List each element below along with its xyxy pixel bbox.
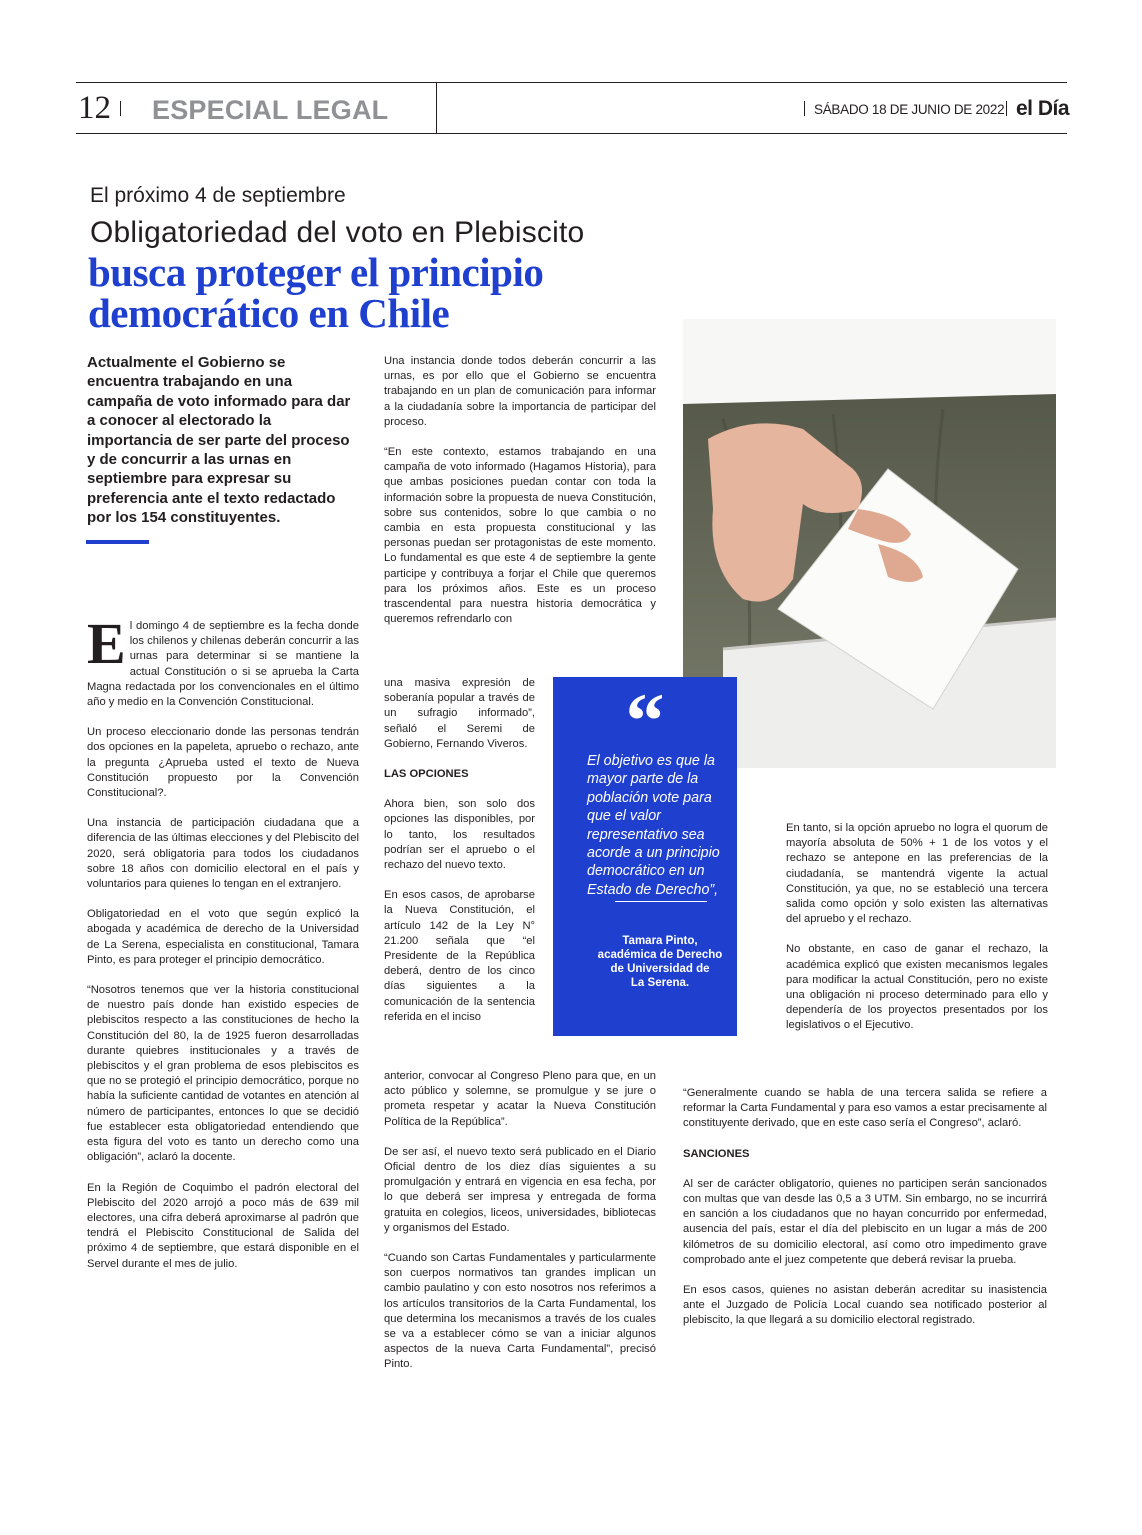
header-separator: [1006, 101, 1007, 116]
quote-mark-icon: “: [625, 677, 665, 764]
paragraph: Obligatoriedad en el voto que según explicó la abogada y académica de derecho de la Universidad de La Serena, especialista en constitucional, Tamara Pinto, es para proteger el principio democrático.: [87, 908, 359, 966]
header-rule-top: [76, 82, 1067, 83]
section-title: ESPECIAL LEGAL: [152, 95, 389, 125]
header-divider: [436, 83, 437, 133]
issue-date: SÁBADO 18 DE JUNIO DE 2022: [814, 102, 1005, 117]
pull-quote-text: El objetivo es que la mayor parte de la población vote para que el valor representativo sea acorde a un principio democrático en un Estado de Derecho”,: [587, 753, 720, 898]
paragraph: Una instancia de participación ciudadana que a diferencia de las últimas elecciones y del Plebiscito del 2020, será obligatoria para todos los ciudadanos sobre 18 años con domicilio electoral en el país y voluntarios para quienes lo tengan en el extranjero.: [87, 817, 359, 891]
subhead-sanciones: SANCIONES: [683, 1147, 750, 1160]
page-number: 12: [78, 90, 111, 126]
paragraph: Un proceso eleccionario donde las personas tendrán dos opciones en la papeleta, apruebo o rechazo, ante la pregunta ¿Aprueba usted el texto de Nueva Constitución propuesto por la Convención Constitucional?.: [87, 726, 359, 800]
header-separator: [120, 101, 121, 116]
lead-accent-bar: [86, 540, 149, 544]
newspaper-logo: el Día: [1016, 97, 1070, 120]
subhead-las-opciones: LAS OPCIONES: [384, 768, 469, 781]
paragraph: No obstante, en caso de ganar el rechazo, la académica explicó que existen mecanismos legales para modificar la actual Constitución, pero no existe una obligación ni proceso determinado para ello y dependería de los proyectos presentados por los legislativos o el Ejecutivo.: [786, 943, 1048, 1032]
headline-main: busca proteger el principio democrático en Chile: [88, 249, 544, 336]
quote-author-line: La Serena.: [630, 977, 690, 989]
quote-attribution: [553, 934, 767, 990]
header-separator: [804, 101, 805, 116]
column-3-bottom: [683, 1086, 1047, 1344]
quote-author-line: Tamara Pinto,: [622, 935, 698, 947]
column-1: [87, 611, 359, 1287]
paragraph: En tanto, si la opción apruebo no logra el quorum de mayoría absoluta de 50% + 1 de los votos y el rechazo se antepone en las preferencias de la ciudadanía, se mantendrá vigente la actual Constitución, ya que, no se estableció una tercera salida como opción y solo existen las alternativas del apruebo y el rechazo.: [786, 822, 1048, 926]
drop-cap: E: [87, 611, 126, 676]
paragraph: De ser así, el nuevo texto será publicado en el Diario Oficial dentro de los diez días siguientes a su promulgación y entrará en vigencia en esa fecha, por lo que deberá ser impresa y entregada de forma gratuita en colegios, liceos, universidades, bibliotecas y organismos del Estado.: [384, 1145, 656, 1234]
paragraph: l domingo 4 de septiembre es la fecha donde los chilenos y chilenas deberán concurrir a las urnas para determinar si se mantiene la actual Constitución o si se aprueba la Carta Magna redactada por los convencionales en el último año y medio en la Convención Constitucional.: [87, 620, 359, 709]
paragraph: “Nosotros tenemos que ver la historia constitucional de nuestro país donde han existido especies de plebiscitos respecto a las constituciones de hecho la Constitución del 80, la de 1925 fueron desarrolladas durante quiebres institucionales y a través de plebiscitos y el gran problema de esos plebiscitos es que no se protegió el principio democrático, porque no había la suficiente cantidad de votantes en atención al número de participantes, entonces lo que se decidió fue establecer esta obligatoriedad entendiendo que esta figura del voto es tanto un derecho como una obligación”, aclaró la docente.: [87, 984, 359, 1164]
column-2-bottom: [384, 1069, 656, 1388]
quote-divider: [615, 901, 707, 902]
header-rule-bottom: [76, 133, 1067, 134]
paragraph: “Generalmente cuando se habla de una tercera salida se refiere a reformar la Carta Fundamental y para eso vamos a estar precisamente al constituyente derivado, que en este caso sería el Congreso”, aclaró.: [683, 1087, 1047, 1130]
column-2-narrow: [384, 676, 535, 1040]
article-kicker: El próximo 4 de septiembre: [90, 184, 346, 207]
pull-quote-box: [553, 677, 737, 1036]
column-2-top: [384, 354, 656, 642]
paragraph: Al ser de carácter obligatorio, quienes no participen serán sancionados con multas que van desde las 0,5 a 3 UTM. Sin embargo, no se incurrirá en sanción a los ciudadanos que no hayan concurrido por enfermedad, ausencia del país, estar el día del plebiscito en un lugar a más de 200 kilómetros de su domicilio electoral, así como otro impedimento grave comprobado ante el juez competente que deberá revisar la prueba.: [683, 1177, 1047, 1266]
headline-top: Obligatoriedad del voto en Plebiscito: [90, 216, 585, 249]
column-3-top: [786, 821, 1048, 1049]
quote-author-line: académica de Derecho: [597, 949, 723, 961]
paragraph: “Cuando son Cartas Fundamentales y particularmente son cuerpos normativos tan grandes implican un cambio paulatino y con esto nosotros nos referimos a los artículos transitorios de la Carta Fundamental, los que determina los mecanismos a través de los cuales se va a establecer cómo se van a iniciar algunos aspectos de la nueva Carta Fundamental”, precisó Pinto.: [384, 1252, 656, 1371]
paragraph: anterior, convocar al Congreso Pleno para que, en un acto público y solemne, se promulgue y se jure o prometa respetar y acatar la Nueva Constitución Política de la República”.: [384, 1070, 656, 1128]
article-lead: Actualmente el Gobierno se encuentra trabajando en una campaña de voto informado para dar a conocer al electorado la importancia de ser parte del proceso y de concurrir a las urnas en septiembre para expresar su preferencia ante el texto redactado por los 154 constituyentes.: [87, 354, 351, 527]
ballot-photo: [683, 319, 1056, 768]
quote-author-line: de Universidad de: [610, 963, 710, 975]
paragraph: una masiva expresión de soberanía popular a través de un sufragio informado”, señaló el Seremi de Gobierno, Fernando Viveros.: [384, 677, 535, 750]
paragraph: En esos casos, quienes no asistan deberán acreditar su inasistencia ante el Juzgado de Policía Local cuando sea notificado posterior al plebiscito, la que llegará a su domicilio electoral registrado.: [683, 1284, 1047, 1327]
paragraph: Ahora bien, son solo dos opciones las disponibles, por lo tanto, los resultados podrían ser el apruebo o el rechazo del nuevo texto.: [384, 798, 535, 872]
paragraph: En esos casos, de aprobarse la Nueva Constitución, el artículo 142 de la Ley N° 21.200 señala que “el Presidente de la República deberá, dentro de los cinco días siguientes a la comunicación de la sentencia referida en el inciso: [384, 889, 535, 1023]
paragraph: “En este contexto, estamos trabajando en una campaña de voto informado (Hagamos Historia), para que ambas posiciones puedan contar con toda la información sobre la propuesta de nueva Constitución, sobre sus contenidos, sobre lo que cambia o no cambia en esta propuesta constitucional y las personas puedan ser protagonistas de este momento. Lo fundamental es que este 4 de septiembre la gente participe y contribuya a forjar el Chile que queremos para los próximos años. Este es un proceso trascendental para nuestra historia democrática y queremos refrendarlo con: [384, 446, 656, 626]
paragraph: En la Región de Coquimbo el padrón electoral del Plebiscito del 2020 arrojó a poco más de 639 mil electores, una cifra deberá aproximarse al padrón que tendrá el Plebiscito Constitucional de Salida del próximo 4 de septiembre, que estará disponible en el Servel durante el mes de julio.: [87, 1181, 359, 1270]
paragraph: Una instancia donde todos deberán concurrir a las urnas, es por ello que el Gobierno se encuentra trabajando en un plan de comunicación para informar a la ciudadanía sobre la importancia de participar del proceso.: [384, 355, 656, 428]
